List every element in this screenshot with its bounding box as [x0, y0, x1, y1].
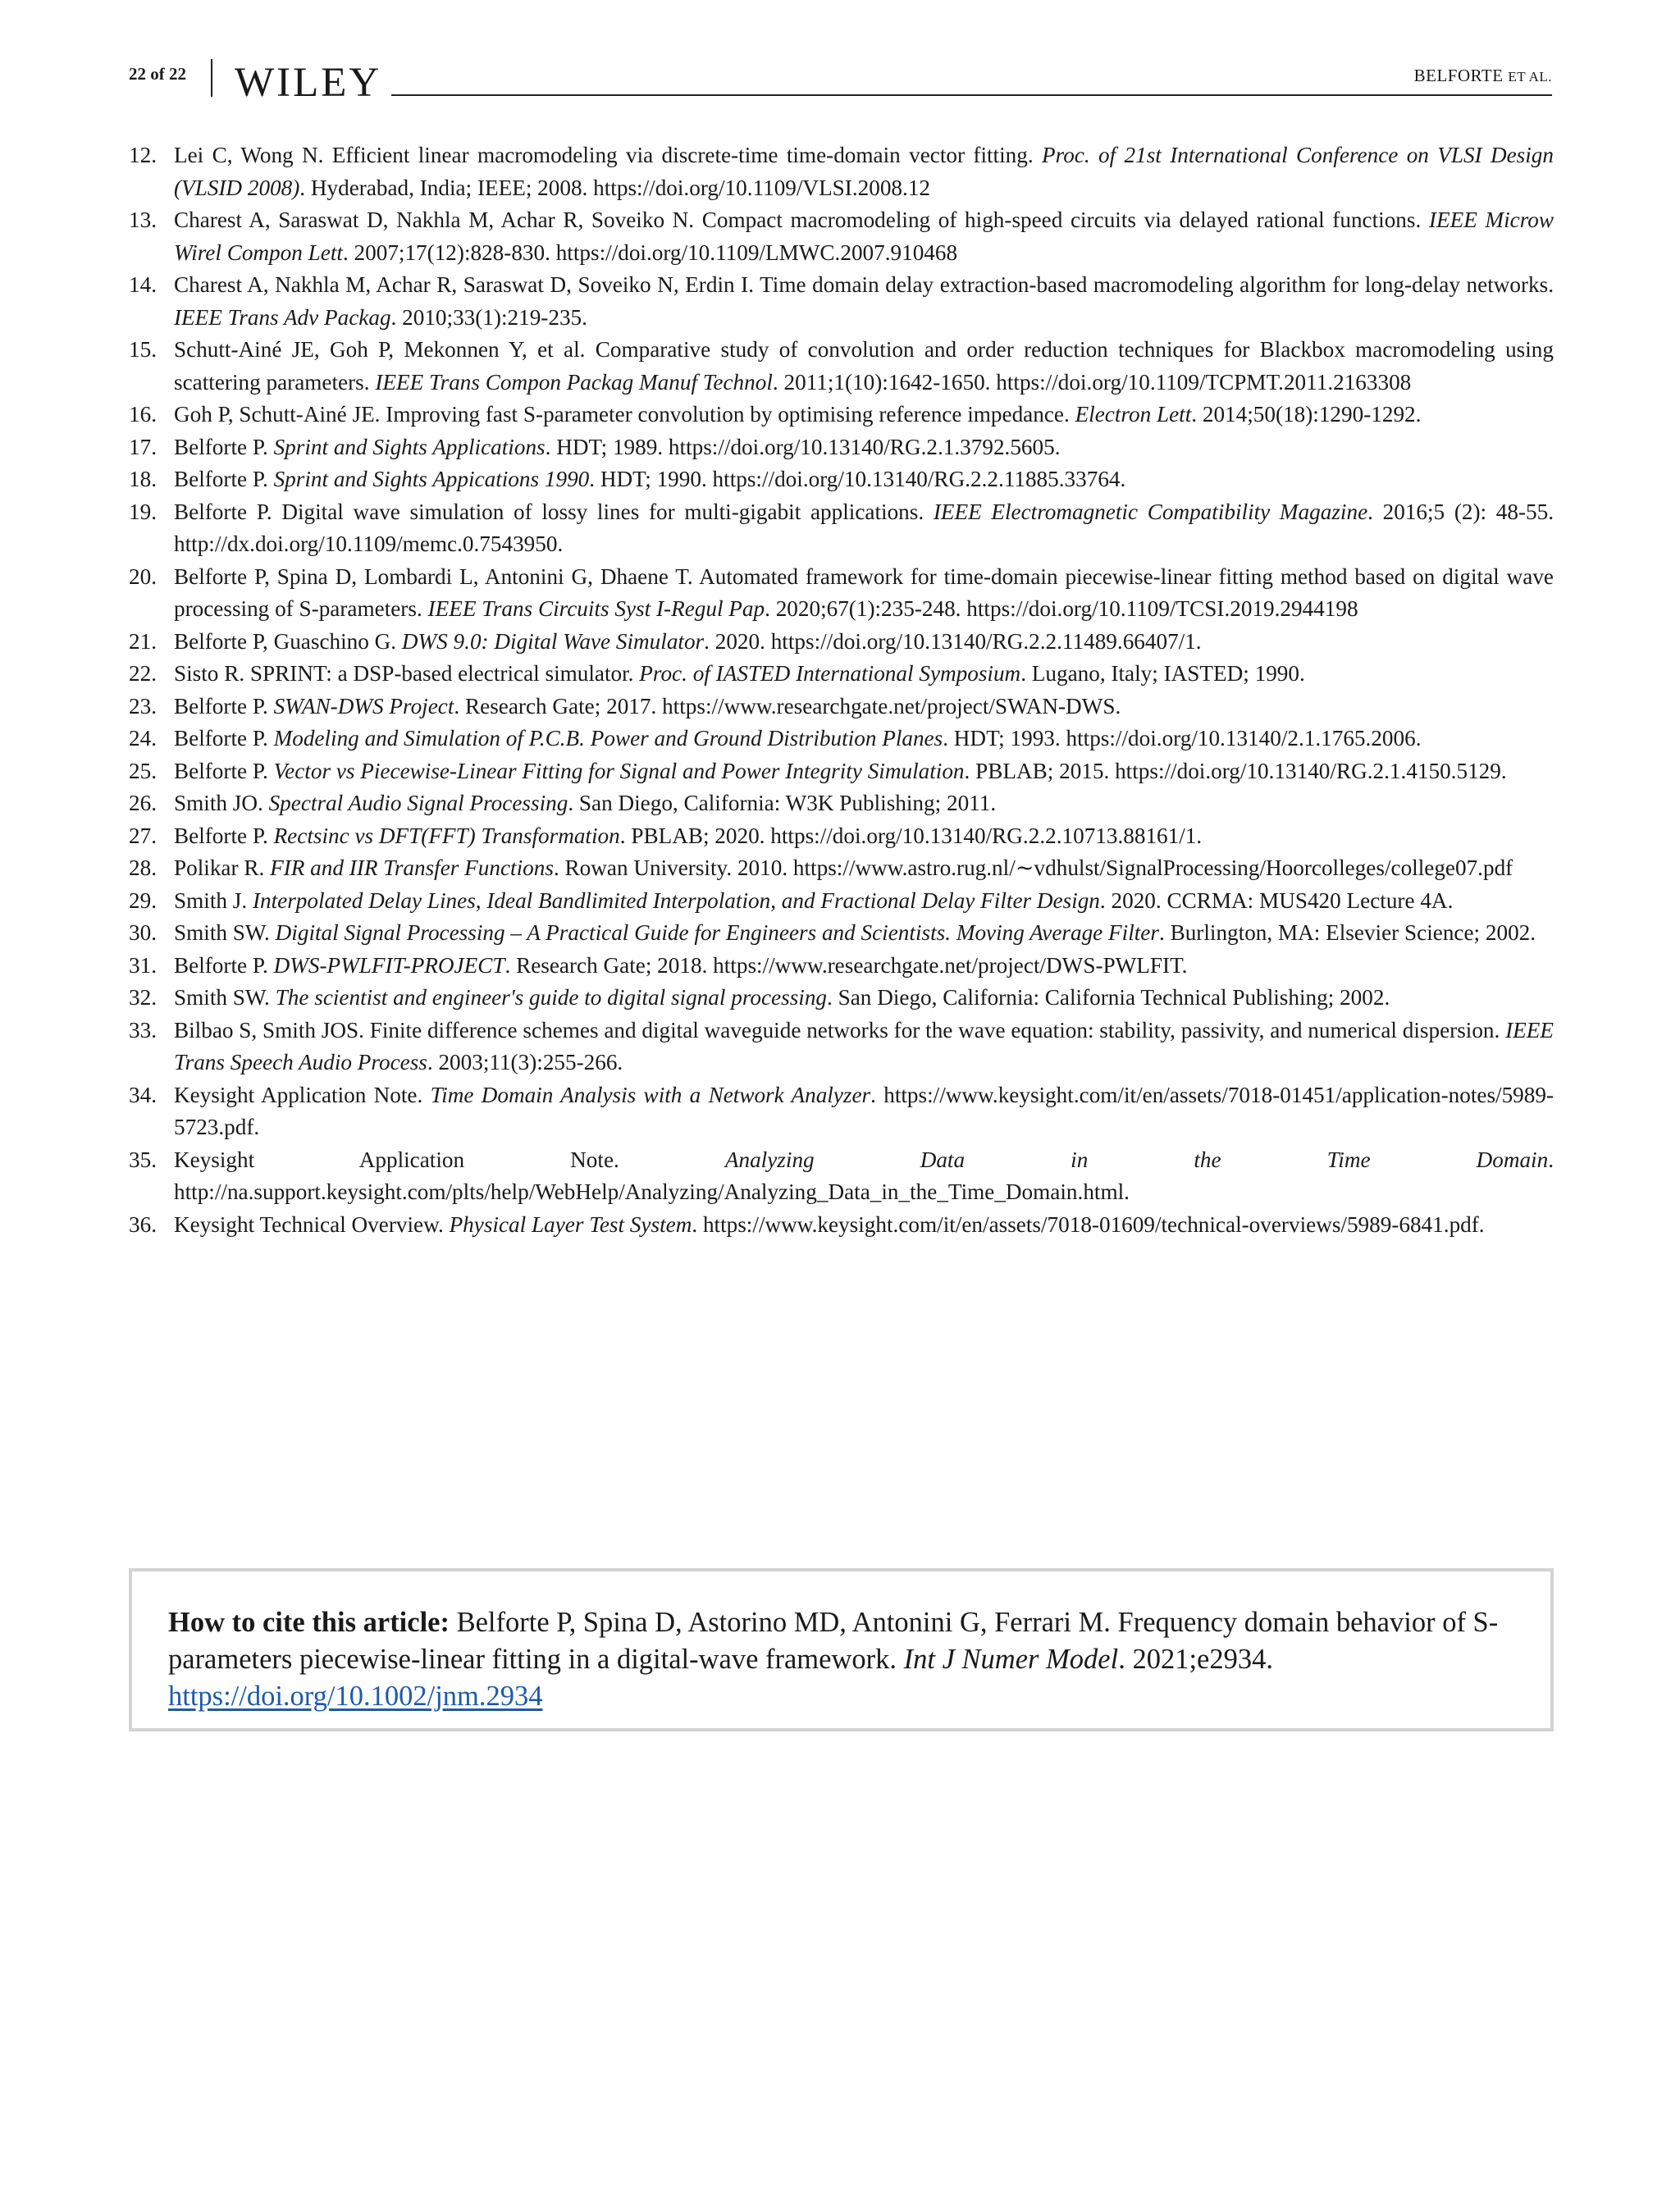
citation-details: . 2021;e2934.: [1118, 1644, 1273, 1675]
reference-number: 27.: [129, 823, 157, 848]
reference-text-segment: Belforte P.: [174, 952, 274, 978]
reference-text-segment: . http://na.support.keysight.com/plts/help/WebHelp/Analyzing/Analyzing_Data_in_the_Time_Domain.html.: [174, 1147, 1554, 1204]
reference-text-segment: Bilbao S, Smith JOS. Finite difference schemes and digital waveguide networks for the wave equation: stability, passivity, and numerical dispersion.: [174, 1017, 1506, 1042]
running-head-author: BELFORTE: [1413, 66, 1504, 85]
reference-text-segment: Lei C, Wong N. Efficient linear macromodeling via discrete-time time-domain vector fitting.: [174, 143, 1043, 167]
reference-title-italic: Interpolated Delay Lines, Ideal Bandlimited Interpolation, and Fractional Delay Filter Design: [252, 887, 1100, 913]
reference-number: 14.: [129, 272, 157, 297]
reference-title-italic: IEEE Trans Adv Packag: [174, 304, 391, 330]
reference-text-segment: . San Diego, California: W3K Publishing; 2011.: [568, 791, 997, 815]
reference-text: [174, 726, 1422, 750]
reference-number: 20.: [129, 563, 157, 589]
reference-item: [129, 885, 1554, 918]
reference-title-italic: IEEE Electromagnetic Compatibility Magazine: [933, 499, 1368, 524]
reference-text-segment: Polikar R.: [174, 855, 271, 880]
reference-text-segment: . Research Gate; 2018. https://www.researchgate.net/project/DWS-PWLFIT.: [504, 952, 1188, 978]
reference-item: [129, 334, 1554, 399]
reference-text-segment: . 2020. CCRMA: MUS420 Lecture 4A.: [1099, 887, 1454, 913]
page-header: [129, 57, 1552, 105]
how-to-cite-box: [129, 1568, 1554, 1731]
reference-list: [129, 139, 1554, 1241]
reference-number: 15.: [129, 337, 157, 362]
reference-number: 18.: [129, 467, 157, 491]
reference-title-italic: Proc. of IASTED International Symposium: [639, 661, 1021, 686]
reference-text-segment: . 2016;5 (2): 48-55. http://dx.doi.org/10.1109/memc.0.7543950.: [174, 499, 1554, 556]
reference-text: [174, 855, 1513, 880]
reference-text: [174, 1147, 1554, 1205]
reference-number: 28.: [129, 855, 157, 880]
reference-text-segment: . 2020;67(1):235-248. https://doi.org/10.1109/TCSI.2019.2944198: [765, 596, 1358, 621]
reference-item: [129, 950, 1554, 983]
reference-item: [129, 1079, 1554, 1144]
reference-number: 19.: [129, 499, 157, 524]
reference-title-italic: Digital Signal Processing – A Practical Guide for Engineers and Scientists. Moving Average Filter: [275, 920, 1159, 945]
reference-number: 21.: [129, 628, 157, 654]
reference-title-italic: Spectral Audio Signal Processing: [268, 791, 568, 815]
reference-title-italic: IEEE Trans Speech Audio Process: [174, 1017, 1554, 1074]
reference-title-italic: DWS 9.0: Digital Wave Simulator: [401, 628, 705, 654]
reference-number: 36.: [129, 1211, 157, 1237]
citation-journal: Int J Numer Model: [903, 1644, 1119, 1675]
reference-item: [129, 204, 1554, 269]
reference-text: [174, 564, 1554, 622]
reference-item: [129, 626, 1554, 659]
reference-text: [174, 888, 1453, 913]
reference-text: [174, 1083, 1554, 1140]
reference-text: [174, 823, 1202, 848]
reference-text-segment: . https://www.keysight.com/it/en/assets/7018-01609/technical-overviews/5989-6841.pdf.: [692, 1211, 1485, 1237]
reference-number: 26.: [129, 791, 157, 815]
reference-title-italic: Modeling and Simulation of P.C.B. Power and Ground Distribution Planes: [273, 726, 943, 750]
reference-item: [129, 723, 1554, 755]
reference-text-segment: Smith J.: [174, 887, 253, 913]
reference-text-segment: Belforte P.: [174, 693, 274, 719]
reference-number: 30.: [129, 920, 157, 945]
reference-text: [174, 272, 1554, 330]
reference-title-italic: IEEE Microw Wirel Compon Lett: [174, 208, 1554, 265]
reference-text-segment: . Burlington, MA: Elsevier Science; 2002.: [1158, 920, 1536, 945]
reference-text-segment: . 2014;50(18):1290-1292.: [1191, 402, 1422, 427]
reference-title-italic: Analyzing Data in the Time Domain: [724, 1147, 1549, 1172]
reference-text-segment: . Research Gate; 2017. https://www.researchgate.net/project/SWAN-DWS.: [454, 693, 1121, 719]
reference-title-italic: IEEE Trans Circuits Syst I-Regul Pap: [427, 596, 765, 621]
reference-number: 25.: [129, 758, 157, 783]
reference-text-segment: Belforte P.: [174, 823, 274, 848]
reference-item: [129, 1144, 1554, 1209]
how-to-cite-label: How to cite this article:: [168, 1607, 450, 1638]
reference-title-italic: DWS-PWLFIT-PROJECT: [273, 952, 505, 978]
header-divider: [211, 59, 212, 97]
reference-text: [174, 953, 1187, 978]
reference-text-segment: Keysight Application Note.: [174, 1147, 725, 1172]
reference-title-italic: The scientist and engineer's guide to digital signal processing: [275, 985, 828, 1010]
reference-item: [129, 1015, 1554, 1079]
publisher-logo: WILEY: [235, 60, 382, 106]
reference-item: [129, 658, 1554, 691]
reference-text-segment: Belforte P, Spina D, Lombardi L, Antonini G, Dhaene T. Automated framework for time-domain piecewise-linear fitting method based on digital wave processing of S-parameters.: [174, 563, 1554, 621]
reference-item: [129, 787, 1554, 820]
reference-item: [129, 399, 1554, 431]
reference-title-italic: Time Domain Analysis with a Network Analyzer: [430, 1082, 871, 1107]
reference-number: 24.: [129, 726, 157, 750]
reference-text-segment: Charest A, Nakhla M, Achar R, Saraswat D, Soveiko N, Erdin I. Time domain delay extraction-based macromodeling algorithm for long-delay networks.: [174, 272, 1554, 297]
reference-text: [174, 337, 1554, 395]
reference-item: [129, 431, 1554, 464]
reference-text: [174, 467, 1125, 491]
reference-item: [129, 496, 1554, 561]
reference-text-segment: Belforte P.: [174, 726, 274, 750]
reference-text-segment: . 2007;17(12):828-830. https://doi.org/10.1109/LMWC.2007.910468: [342, 240, 958, 265]
reference-text-segment: Smith JO.: [174, 791, 269, 815]
reference-text: [174, 500, 1554, 557]
reference-title-italic: Sprint and Sights Applications: [273, 434, 546, 459]
reference-text: [174, 435, 1061, 459]
reference-item: [129, 1209, 1554, 1242]
reference-text: [174, 208, 1554, 265]
reference-text: [174, 1212, 1485, 1237]
reference-text-segment: . 2003;11(3):255-266.: [427, 1050, 623, 1074]
page-number: 22 of 22: [129, 64, 186, 84]
reference-title-italic: Sprint and Sights Appications 1990: [273, 467, 590, 491]
reference-number: 34.: [129, 1082, 157, 1107]
reference-text-segment: Belforte P.: [174, 467, 274, 491]
reference-item: [129, 917, 1554, 950]
reference-text-segment: Charest A, Saraswat D, Nakhla M, Achar R, Soveiko N. Compact macromodeling of high-speed circuits via delayed rational functions.: [174, 208, 1429, 232]
reference-item: [129, 463, 1554, 496]
reference-text-segment: . HDT; 1993. https://doi.org/10.13140/2.1.1765.2006.: [943, 726, 1422, 750]
reference-item: [129, 269, 1554, 334]
reference-text: [174, 1018, 1554, 1075]
reference-title-italic: Rectsinc vs DFT(FFT) Transformation: [273, 823, 620, 848]
reference-number: 22.: [129, 661, 157, 686]
reference-number: 12.: [129, 143, 157, 167]
reference-text-segment: . Hyderabad, India; IEEE; 2008. https://doi.org/10.1109/VLSI.2008.12: [299, 175, 931, 200]
reference-title-italic: Proc. of 21st International Conference on VLSI Design (VLSID 2008): [174, 143, 1554, 200]
reference-number: 31.: [129, 952, 157, 978]
reference-title-italic: Electron Lett: [1075, 402, 1192, 427]
reference-number: 16.: [129, 402, 157, 427]
reference-text: [174, 629, 1202, 654]
reference-text-segment: Schutt-Ainé JE, Goh P, Mekonnen Y, et al. Comparative study of convolution and order reduction techniques for Blackbox macromodeling using scattering parameters.: [174, 337, 1554, 395]
reference-text-segment: Belforte P, Guaschino G.: [174, 628, 402, 654]
reference-text-segment: . PBLAB; 2020. https://doi.org/10.13140/RG.2.2.10713.88161/1.: [619, 823, 1203, 848]
running-head: [1414, 66, 1552, 86]
reference-item: [129, 755, 1554, 788]
reference-text-segment: . HDT; 1990. https://doi.org/10.13140/RG.2.2.11885.33764.: [589, 467, 1126, 491]
reference-text-segment: Keysight Technical Overview.: [174, 1211, 450, 1237]
reference-text-segment: . https://www.keysight.com/it/en/assets/7018-01451/application-notes/5989-5723.pdf.: [174, 1082, 1554, 1139]
reference-text-segment: . HDT; 1989. https://doi.org/10.13140/RG.2.1.3792.5605.: [545, 434, 1061, 459]
header-rule: [391, 94, 1552, 96]
reference-text-segment: Sisto R. SPRINT: a DSP-based electrical simulator.: [174, 661, 640, 686]
reference-text-segment: . PBLAB; 2015. https://doi.org/10.13140/RG.2.1.4150.5129.: [964, 758, 1507, 783]
reference-text-segment: . Rowan University. 2010. https://www.astro.rug.nl/∼vdhulst/SignalProcessing/Hoorcolleges/college07.pdf: [553, 855, 1513, 880]
reference-item: [129, 852, 1554, 885]
running-head-etal: ET AL.: [1508, 69, 1552, 84]
reference-number: 32.: [129, 985, 157, 1010]
reference-text-segment: Belforte P.: [174, 758, 274, 783]
reference-item: [129, 561, 1554, 626]
reference-title-italic: Vector vs Piecewise-Linear Fitting for Signal and Power Integrity Simulation: [273, 758, 965, 783]
reference-item: [129, 691, 1554, 723]
citation-doi-link[interactable]: https://doi.org/10.1002/jnm.2934: [168, 1681, 543, 1712]
reference-text-segment: Goh P, Schutt-Ainé JE. Improving fast S-parameter convolution by optimising reference impedance.: [174, 402, 1075, 427]
reference-number: 35.: [129, 1147, 157, 1172]
reference-text-segment: Smith SW.: [174, 920, 276, 945]
reference-text: [174, 143, 1554, 200]
reference-text-segment: . 2020. https://doi.org/10.13140/RG.2.2.11489.66407/1.: [704, 628, 1202, 654]
reference-text-segment: Smith SW.: [174, 985, 276, 1010]
reference-title-italic: IEEE Trans Compon Packag Manuf Technol: [375, 369, 773, 395]
reference-number: 29.: [129, 887, 157, 913]
reference-text-segment: Keysight Application Note.: [174, 1082, 431, 1107]
reference-text: [174, 791, 996, 815]
reference-text: [174, 402, 1421, 427]
reference-text-segment: . San Diego, California: California Technical Publishing; 2002.: [827, 985, 1390, 1010]
reference-number: 17.: [129, 434, 157, 459]
citation-text: Belforte P, Spina D, Astorino MD, Antonini G, Ferrari M. Frequency domain behavior of S-parameters piecewise-linear fitting in a digital-wave framework.: [168, 1607, 1499, 1675]
reference-text-segment: . 2011;1(10):1642-1650. https://doi.org/10.1109/TCPMT.2011.2163308: [772, 369, 1412, 395]
reference-title-italic: SWAN-DWS Project: [273, 693, 454, 719]
reference-number: 23.: [129, 693, 157, 719]
reference-text: [174, 661, 1305, 686]
reference-text: [174, 920, 1536, 945]
reference-text-segment: Belforte P.: [174, 434, 274, 459]
reference-title-italic: FIR and IIR Transfer Functions: [270, 855, 554, 880]
reference-text-segment: Belforte P. Digital wave simulation of lossy lines for multi-gigabit applications.: [174, 499, 934, 524]
reference-item: [129, 982, 1554, 1015]
reference-text-segment: . 2010;33(1):219-235.: [390, 304, 587, 330]
reference-number: 13.: [129, 208, 157, 232]
reference-text: [174, 985, 1390, 1010]
reference-title-italic: Physical Layer Test System: [449, 1211, 692, 1237]
reference-text: [174, 694, 1121, 719]
reference-item: [129, 139, 1554, 204]
reference-text-segment: . Lugano, Italy; IASTED; 1990.: [1020, 661, 1305, 686]
reference-text: [174, 759, 1507, 783]
reference-item: [129, 820, 1554, 853]
reference-number: 33.: [129, 1017, 157, 1042]
